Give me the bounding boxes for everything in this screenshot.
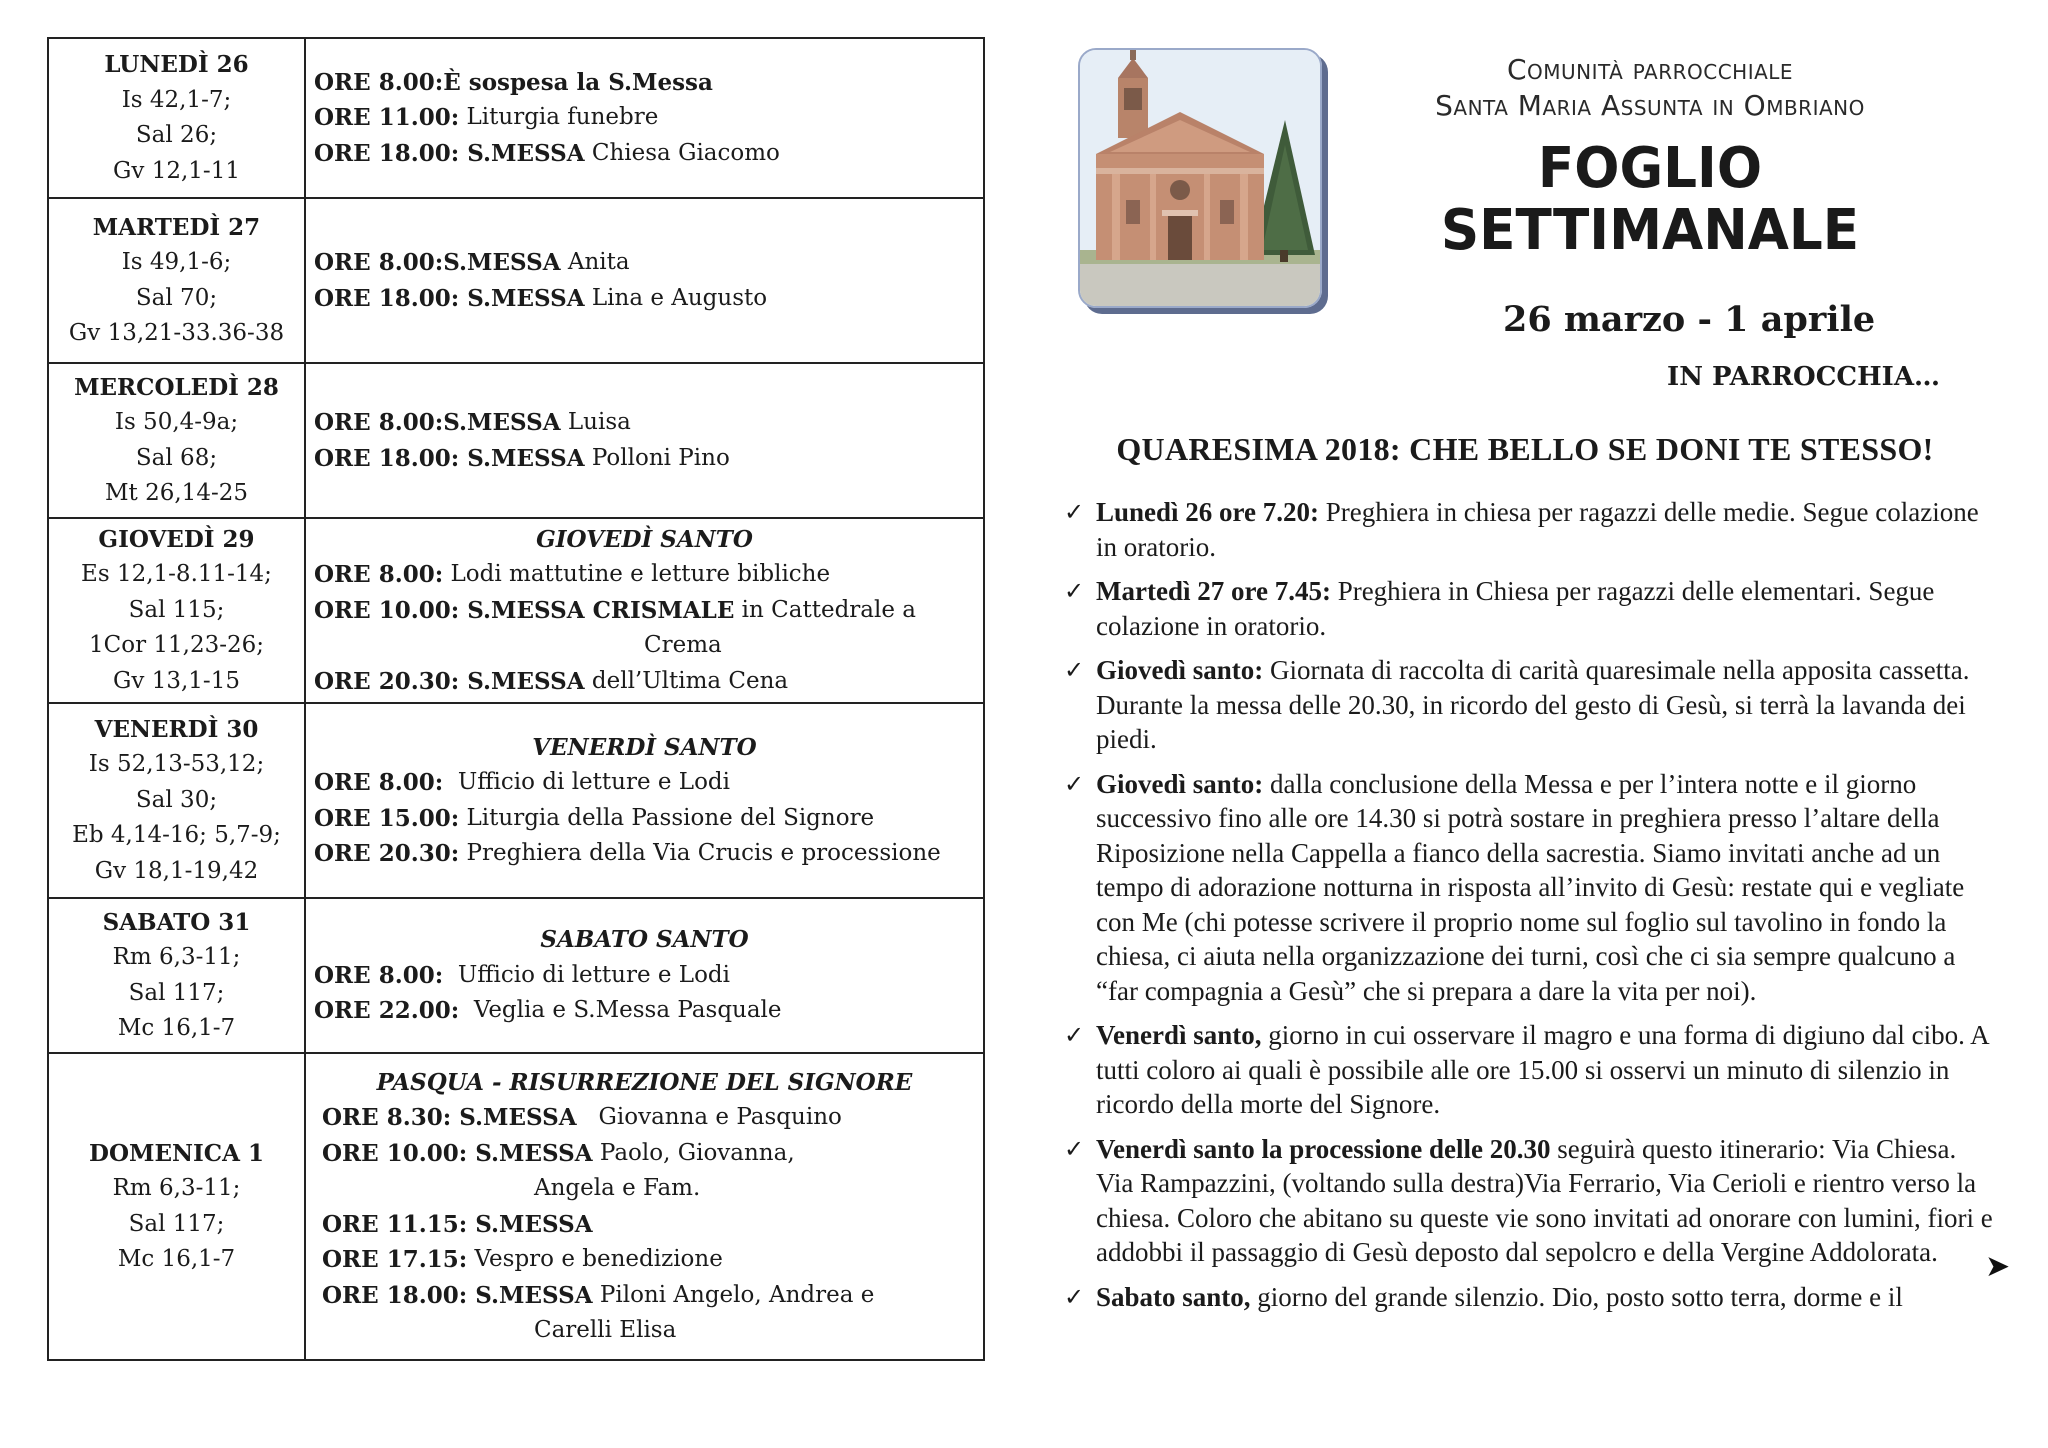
service-line: [314, 557, 983, 593]
service-intention: Preghiera della Via Crucis e processione: [459, 840, 941, 866]
service-line: [314, 65, 983, 101]
service-intention: in Cattedrale a: [734, 596, 916, 623]
service-intention-continued: Carelli Elisa: [534, 1317, 677, 1343]
notice-body: Preghiera in Chiesa per ragazzi delle elementari. Segue colazione in oratorio.: [1096, 576, 1935, 641]
day-cell: [49, 704, 306, 897]
notice-lead: Venerdì santo,: [1096, 1020, 1262, 1050]
service-line: [314, 1207, 983, 1243]
service-name: È sospesa la S.Messa: [443, 68, 713, 96]
notice-text: [1096, 1280, 1996, 1315]
service-line: [314, 958, 983, 994]
notice-text: [1096, 767, 1996, 1009]
service-time: ORE 8.00:: [314, 249, 444, 276]
service-time: ORE 18.00:: [314, 1281, 468, 1309]
parish-name-line1: Comunità parrocchiale: [1506, 53, 1794, 86]
schedule-row: [49, 704, 983, 899]
notice-lead: Martedì 27 ore 7.45:: [1096, 576, 1331, 606]
notice-item: [1064, 653, 1996, 757]
day-name: SABATO 31: [102, 908, 251, 936]
notice-text: [1096, 495, 1996, 564]
church-illustration: [1080, 50, 1320, 306]
service-intention: Liturgia della Passione del Signore: [459, 804, 875, 831]
service-name: S.MESSA: [467, 1139, 593, 1167]
reading: 1Cor 11,23-26;: [88, 632, 264, 659]
weekly-schedule-table: [47, 37, 985, 1361]
reading: Sal 30;: [135, 786, 218, 813]
notice-item: [1064, 1132, 1996, 1270]
day-cell: [49, 519, 306, 702]
day-name: GIOVEDÌ 29: [98, 525, 255, 553]
reading: Gv 13,21-33.36-38: [68, 320, 285, 346]
notice-body: Preghiera in chiesa per ragazzi delle medie. Segue colazione in oratorio.: [1096, 497, 1979, 562]
reading: Rm 6,3-11;: [112, 944, 241, 970]
service-name: S.MESSA: [443, 409, 561, 436]
service-time: ORE 20.30:: [314, 840, 460, 867]
service-time: ORE 20.30:: [314, 667, 460, 695]
day-cell: [49, 899, 306, 1052]
service-line: [314, 1278, 983, 1314]
service-name: S.MESSA: [451, 1104, 577, 1131]
reading: Gv 12,1-11: [113, 157, 240, 184]
service-time: ORE 10.00:: [314, 1139, 468, 1167]
service-intention: Liturgia funebre: [459, 104, 659, 131]
notice-lead: Venerdì santo la processione delle 20.30: [1096, 1133, 1551, 1164]
day-cell: [49, 39, 306, 197]
service-intention: Lodi mattutine e letture bibliche: [443, 561, 831, 588]
schedule-row: [49, 364, 983, 519]
schedule-row: [49, 1054, 983, 1359]
schedule-row: [49, 519, 983, 704]
service-time: ORE 8.00:: [314, 68, 444, 96]
reading: Mc 16,1-7: [117, 1246, 236, 1272]
notice-lead: Sabato santo,: [1096, 1281, 1251, 1312]
arrow-right-icon: ➤: [1985, 1249, 2011, 1284]
service-line: [314, 765, 983, 801]
feast-name: PASQUA - RISURREZIONE DEL SIGNORE: [376, 1068, 913, 1096]
service-intention: Chiesa Giacomo: [584, 139, 780, 166]
day-cell: [49, 199, 306, 362]
service-name: S.MESSA: [467, 1281, 593, 1309]
service-time: ORE 8.00:: [314, 561, 444, 589]
service-time: ORE 15.00:: [314, 804, 460, 832]
notice-body: seguirà questo itinerario: Via Chiesa. Via Rampazzini, (voltando sulla destra)Via Ferrario, Via Cerioli e rientro verso la chiesa. Coloro che abitano su queste vie sono invitati ad onorare con lumini, fiori e addobbi il passaggio di Gesù deposto dal sepolcro e della Vergine Addolorata.: [1096, 1133, 1993, 1267]
service-name: S.MESSA: [459, 284, 585, 312]
reading: Is 49,1-6;: [121, 249, 232, 275]
services-cell: [306, 704, 983, 897]
notices-list: [1064, 495, 1996, 1324]
service-time: ORE 10.00:: [314, 596, 460, 624]
check-mark-icon: ✓: [1064, 1282, 1085, 1311]
service-intention: Vespro e benedizione: [467, 1246, 723, 1272]
service-time: ORE 8.30:: [314, 1104, 452, 1131]
check-mark-icon: ✓: [1064, 769, 1085, 798]
day-name: MARTEDÌ 27: [92, 213, 261, 241]
service-line: [314, 1100, 983, 1136]
services-cell: [306, 199, 983, 362]
service-time: ORE 18.00:: [314, 139, 460, 167]
services-cell: [306, 364, 983, 517]
service-time: ORE 22.00:: [314, 997, 460, 1025]
check-mark-icon: ✓: [1064, 1134, 1085, 1163]
check-mark-icon: ✓: [1064, 577, 1085, 605]
notice-body: Giornata di raccolta di carità quaresimale nella apposita cassetta. Durante la messa delle 20.30, in ricordo del gesto di Gesù, si terrà la lavanda dei piedi.: [1096, 655, 1970, 754]
notice-body: giorno del grande silenzio. Dio, posto sotto terra, dorme e il: [1250, 1281, 1903, 1312]
service-time: ORE 8.00:: [314, 409, 444, 436]
service-line: [314, 441, 983, 477]
reading: Gv 13,1-15: [113, 667, 240, 694]
notice-item: [1064, 574, 1996, 643]
check-mark-icon: ✓: [1064, 498, 1085, 526]
schedule-row: [49, 199, 983, 364]
service-line: [314, 405, 983, 441]
service-time: ORE 8.00:: [314, 769, 444, 796]
service-time: ORE 8.00:: [314, 961, 444, 989]
service-time: ORE 17.15:: [314, 1246, 468, 1273]
service-name: S.MESSA: [459, 444, 585, 472]
newsletter-title-line1: FOGLIO: [1537, 136, 1763, 201]
schedule-row: [49, 39, 983, 199]
service-intention: Anita: [560, 249, 630, 275]
service-line: [314, 245, 983, 281]
service-intention: Paolo, Giovanna,: [592, 1139, 795, 1166]
service-time: ORE 18.00:: [314, 284, 460, 312]
service-intention: dell’Ultima Cena: [584, 667, 789, 694]
service-name: S.MESSA: [467, 1210, 593, 1238]
day-cell: [49, 364, 306, 517]
service-line: [314, 100, 983, 136]
service-line: [314, 136, 983, 172]
parish-name-line2: Santa Maria Assunta in Ombriano: [1435, 89, 1865, 122]
services-cell: [306, 899, 983, 1052]
service-name: S.MESSA: [459, 139, 585, 167]
notice-text: [1096, 1018, 1996, 1122]
day-name: VENERDÌ 30: [94, 715, 259, 743]
notice-item: [1064, 1018, 1996, 1122]
notice-item: [1064, 1280, 1996, 1315]
day-cell: [49, 1054, 306, 1359]
church-photo: [1078, 48, 1322, 308]
day-name: MERCOLEDÌ 28: [74, 373, 279, 401]
service-name: S.MESSA CRISMALE: [459, 596, 735, 624]
notice-text: [1096, 574, 1996, 643]
week-date-range: 26 marzo - 1 aprile: [1503, 299, 1876, 340]
service-intention-continued: Angela e Fam.: [534, 1175, 701, 1201]
service-name: S.MESSA: [443, 249, 561, 276]
reading: Is 42,1-7;: [121, 86, 232, 113]
service-line: [314, 1242, 983, 1278]
service-intention: Polloni Pino: [584, 444, 730, 471]
check-mark-icon: ✓: [1064, 1021, 1085, 1049]
notice-item: [1064, 767, 1996, 1009]
service-intention: Giovanna e Pasquino: [576, 1104, 842, 1130]
newsletter-title: [1413, 138, 1888, 262]
service-intention: Luisa: [560, 409, 631, 435]
reading: Sal 70;: [135, 284, 218, 311]
service-intention-continued: Crema: [644, 632, 722, 659]
notice-text: [1096, 653, 1996, 757]
check-mark-icon: ✓: [1064, 656, 1085, 684]
service-time: ORE 11.15:: [314, 1210, 468, 1238]
service-line: [314, 664, 983, 700]
reading: Sal 115;: [128, 596, 225, 623]
reading: Is 52,13-53,12;: [88, 751, 265, 778]
feast-name: GIOVEDÌ SANTO: [536, 525, 753, 553]
day-name: LUNEDÌ 26: [104, 51, 249, 78]
reading: Mc 16,1-7: [117, 1015, 236, 1041]
reading: Eb 4,14-16; 5,7-9;: [72, 822, 281, 849]
service-line: [314, 1136, 983, 1172]
service-line: [314, 993, 983, 1029]
reading: Mt 26,14-25: [105, 480, 248, 506]
feast-name: VENERDÌ SANTO: [532, 733, 757, 761]
service-intention: Veglia e S.Messa Pasquale: [459, 997, 782, 1024]
reading: Es 12,1-8.11-14;: [81, 561, 272, 588]
section-heading: IN PARROCCHIA…: [1667, 362, 1940, 392]
service-intention: Ufficio di letture e Lodi: [443, 769, 730, 795]
reading: Sal 117;: [128, 1210, 225, 1237]
service-intention: Ufficio di letture e Lodi: [443, 961, 730, 988]
service-line: [314, 281, 983, 317]
services-cell: [306, 39, 983, 197]
service-name: S.MESSA: [459, 667, 585, 695]
service-line: [314, 593, 983, 629]
service-intention: Lina e Augusto: [584, 284, 768, 311]
day-name: DOMENICA 1: [89, 1139, 264, 1167]
reading: Sal 68;: [135, 444, 218, 471]
service-time: ORE 11.00:: [314, 104, 460, 132]
notice-body: giorno in cui osservare il magro e una forma di digiuno dal cibo. A tutti coloro ai quali è possibile alle ore 15.00 si osservi un minuto di silenzio in ricordo della morte del Signore.: [1096, 1020, 1989, 1119]
services-cell: [306, 1054, 983, 1359]
reading: Sal 117;: [128, 979, 225, 1006]
lent-heading: QUARESIMA 2018: CHE BELLO SE DONI TE STESSO!: [1116, 431, 1934, 467]
feast-name: SABATO SANTO: [540, 926, 749, 954]
notice-item: [1064, 495, 1996, 564]
notice-lead: Lunedì 26 ore 7.20:: [1096, 497, 1320, 527]
reading: Gv 18,1-19,42: [94, 857, 259, 884]
service-time: ORE 18.00:: [314, 444, 460, 472]
reading: Sal 26;: [135, 122, 218, 148]
reading: Is 50,4-9a;: [114, 409, 239, 435]
notice-text: [1096, 1132, 1996, 1270]
service-intention: Piloni Angelo, Andrea e: [592, 1281, 875, 1308]
notice-lead: Giovedì santo:: [1096, 768, 1264, 799]
reading: Rm 6,3-11;: [112, 1175, 241, 1201]
newsletter-title-line2: SETTIMANALE: [1440, 198, 1860, 263]
services-cell: [306, 519, 983, 702]
service-line: [314, 801, 983, 837]
notice-body: dalla conclusione della Messa e per l’intera notte e il giorno successivo fino alle ore 14.30 si potrà sostare in preghiera presso l’altare della Riposizione nella Cappella a fianco della sacrestia. Siamo invitati anche ad un tempo di adorazione notturna in risposta all’invito di Gesù: restate qui e vegliate con Me (chi potesse scrivere il proprio nome sul foglio sul tavolino in fondo la chiesa, ci aiuta nella organizzazione dei turni, così che ci sia sempre qualcuno a “far compagnia a Gesù” che si prepara a dare la vita per noi).: [1096, 768, 1965, 1006]
schedule-row: [49, 899, 983, 1054]
parish-name: [1330, 52, 1970, 124]
service-line: [314, 836, 983, 872]
notice-lead: Giovedì santo:: [1096, 655, 1264, 685]
